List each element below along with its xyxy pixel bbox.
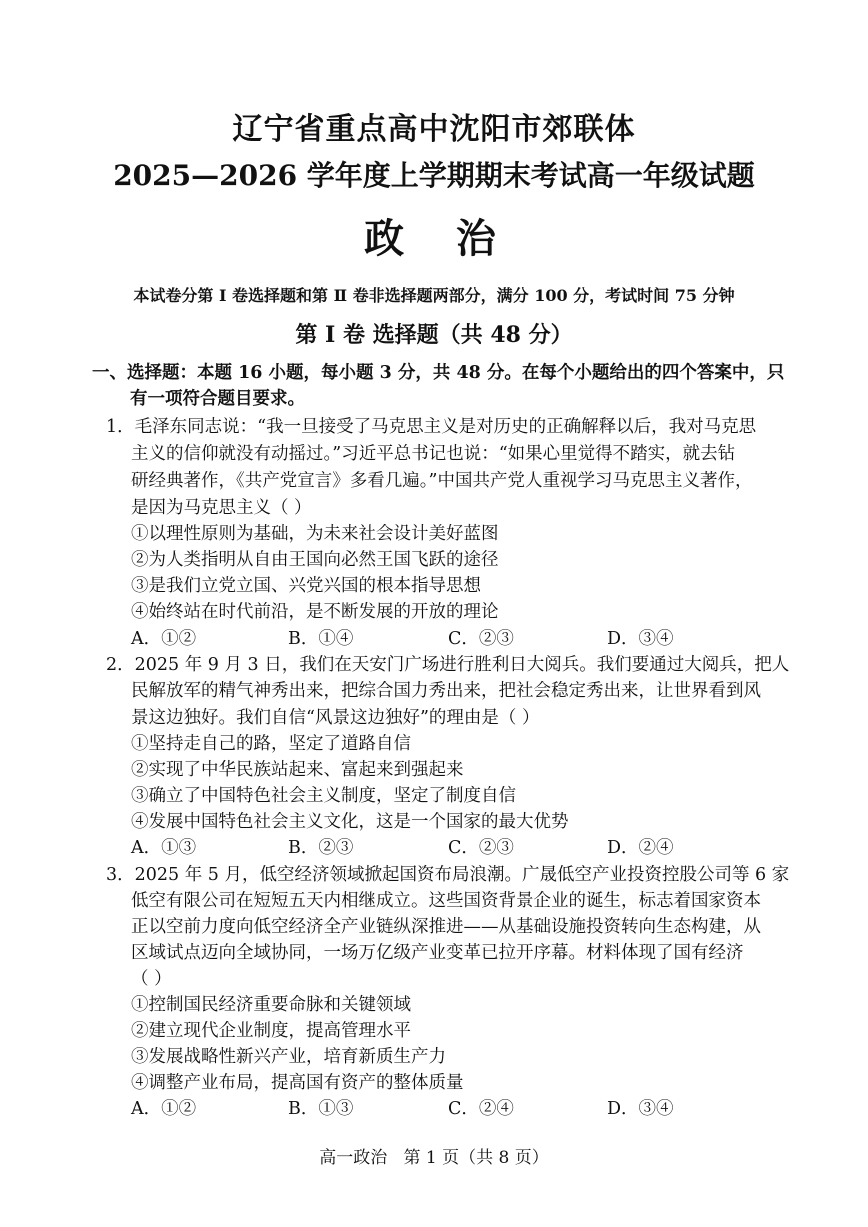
question-stem-line: 3．2025 年 5 月，低空经济领域掀起国资布局浪潮。广晟低空产业投资控股公司等 6 家 — [106, 865, 790, 885]
exam-title-term: 2025—2026 学年度上学期期末考试高一年级试题 — [113, 159, 755, 192]
question-stem-line: （ ） — [131, 969, 172, 989]
statement-item: ④发展中国特色社会主义文化，这是一个国家的最大优势 — [131, 812, 569, 832]
statement-item: ②建立现代企业制度，提高管理水平 — [131, 1021, 411, 1041]
answer-option-b[interactable]: B．②③ — [288, 838, 354, 858]
question-stem-line: 研经典著作，《共产党宣言》多看几遍。”中国共产党人重视学习马克思主义著作， — [131, 471, 753, 491]
statement-item: ①以理性原则为基础，为未来社会设计美好蓝图 — [131, 524, 499, 544]
answer-option-b[interactable]: B．①④ — [288, 629, 354, 649]
page-footer: 高一政治 第 1 页（共 8 页） — [319, 1148, 549, 1168]
answer-option-d[interactable]: D．③④ — [607, 1099, 674, 1119]
question-stem-line: 景这边独好。我们自信“风景这边独好”的理由是（ ） — [131, 708, 540, 728]
statement-item: ③确立了中国特色社会主义制度，坚定了制度自信 — [131, 786, 516, 806]
statement-item: ④调整产业布局，提高国有资产的整体质量 — [131, 1073, 464, 1093]
answer-option-c[interactable]: C．②④ — [448, 1099, 514, 1119]
answer-option-d[interactable]: D．②④ — [607, 838, 674, 858]
question-stem-line: 民解放军的精气神秀出来，把综合国力秀出来，把社会稳定秀出来，让世界看到风 — [131, 681, 761, 701]
question-stem-line: 1．毛泽东同志说：“我一旦接受了马克思主义是对历史的正确解释以后，我对马克思 — [106, 417, 757, 437]
answer-options — [131, 836, 751, 861]
question-stem-line: 正以空前力度向低空经济全产业链纵深推进——从基础设施投资转向生态构建，从 — [131, 917, 761, 937]
question-stem-line: 2．2025 年 9 月 3 日，我们在天安门广场进行胜利日大阅兵。我们要通过大阅兵，把人 — [106, 655, 790, 675]
answer-options — [131, 1097, 751, 1122]
question-stem-line: 低空有限公司在短短五天内相继成立。这些国资背景企业的诞生，标志着国家资本 — [131, 891, 761, 911]
part-intro-line: 一、选择题：本题 16 小题，每小题 3 分，共 48 分。在每个小题给出的四个答案中，只 — [92, 363, 785, 383]
answer-option-a[interactable]: A．①② — [131, 1099, 197, 1119]
answer-option-c[interactable]: C．②③ — [448, 629, 514, 649]
exam-instructions: 本试卷分第 I 卷选择题和第 Ⅱ 卷非选择题两部分，满分 100 分，考试时间 75 分钟 — [133, 286, 735, 305]
answer-option-b[interactable]: B．①③ — [288, 1099, 354, 1119]
part-intro-line: 有一项符合题目要求。 — [130, 389, 305, 409]
answer-option-c[interactable]: C．②③ — [448, 838, 514, 858]
statement-item: ①坚持走自己的路，坚定了道路自信 — [131, 734, 411, 754]
statement-item: ②实现了中华民族站起来、富起来到强起来 — [131, 760, 464, 780]
section-title: 第 I 卷 选择题（共 48 分） — [295, 322, 573, 348]
answer-option-d[interactable]: D．③④ — [607, 629, 674, 649]
exam-title-school: 辽宁省重点高中沈阳市郊联体 — [232, 112, 636, 147]
statement-item: ③是我们立党立国、兴党兴国的根本指导思想 — [131, 576, 481, 596]
answer-option-a[interactable]: A．①③ — [131, 838, 197, 858]
statement-item: ④始终站在时代前沿，是不断发展的开放的理论 — [131, 602, 499, 622]
statement-item: ②为人类指明从自由王国向必然王国飞跃的途径 — [131, 550, 499, 570]
statement-item: ③发展战略性新兴产业，培育新质生产力 — [131, 1047, 446, 1067]
question-stem-line: 是因为马克思主义（ ） — [131, 498, 312, 518]
exam-subject-title: 政 治 — [364, 215, 504, 262]
question-stem-line: 主义的信仰就没有动摇过。”习近平总书记也说：“如果心里觉得不踏实，就去钻 — [131, 444, 736, 464]
question-stem-line: 区域试点迈向全域协同，一场万亿级产业变革已拉开序幕。材料体现了国有经济 — [131, 943, 744, 963]
answer-option-a[interactable]: A．①② — [131, 629, 197, 649]
answer-options — [131, 627, 751, 652]
statement-item: ①控制国民经济重要命脉和关键领域 — [131, 995, 411, 1015]
